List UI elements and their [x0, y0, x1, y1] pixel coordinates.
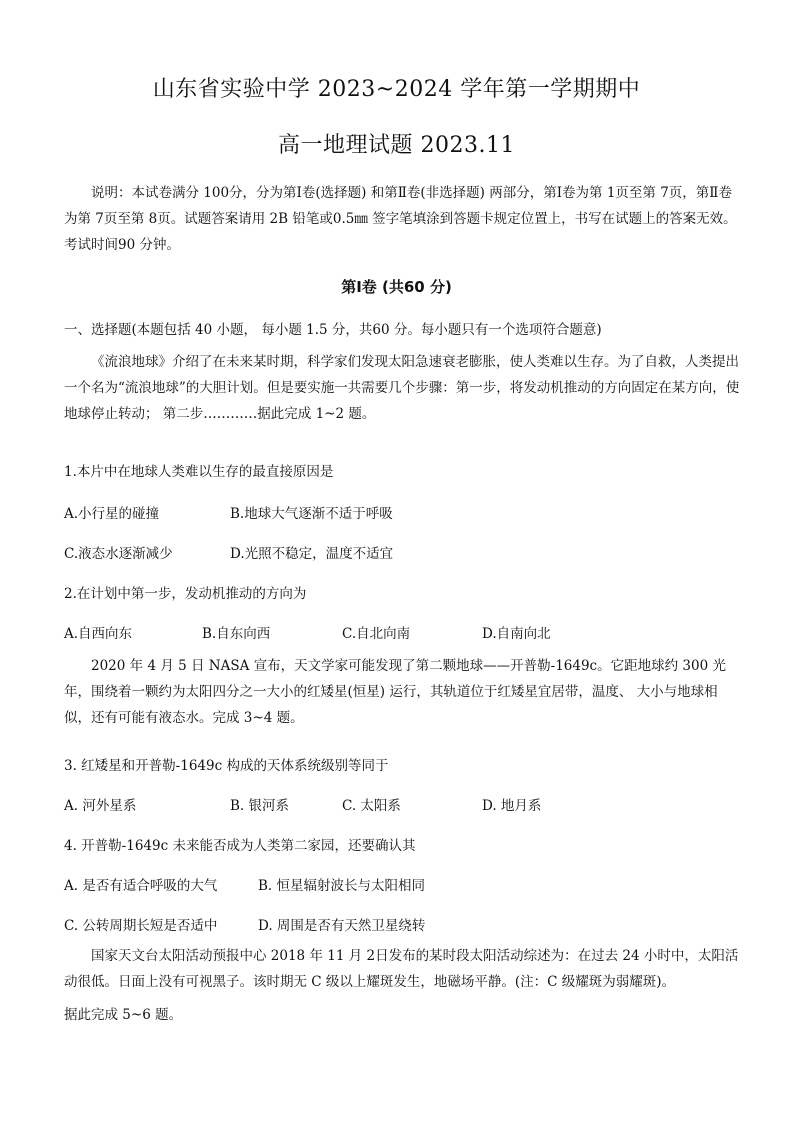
section1-title: 第Ⅰ卷 (共60 分)	[341, 278, 452, 296]
exam-title-line2: 高一地理试题 2023.11	[278, 133, 515, 158]
exam-title-line1: 山东省实验中学 2023~2024 学年第一学期期中	[152, 77, 641, 102]
question-3-option-a[interactable]: A. 河外星系	[64, 798, 137, 814]
question-1-option-a[interactable]: A.小行星的碰撞	[64, 506, 160, 522]
question-2-option-b[interactable]: B.自东向西	[202, 626, 271, 642]
passage-solar-activity: 国家天文台太阳活动预报中心 2018 年 11 月 2日发布的某时段太阳活动综述为：在过去 24 小时中，太阳活动很低。日面上没有可视黑子。该时期无 C 级以上耀斑发生，地磁场平静。(注：C 级耀斑为弱耀斑)。	[64, 948, 739, 990]
passage-wandering-earth: 《流浪地球》介绍了在未来某时期，科学家们发现太阳急速衰老膨胀，使人类难以生存。为了自救，人类提出一个名为“流浪地球”的大胆计划。但是要实施一共需要几个步骤：第一步，将发动机推动的方向固定在某方向，使地球停止转动； 第二步…………据此完成 1~2 题。	[64, 354, 740, 422]
question-4-option-a[interactable]: A. 是否有适合呼吸的大气	[64, 878, 218, 894]
question-4-option-b[interactable]: B. 恒星辐射波长与太阳相同	[258, 878, 426, 894]
question-1-stem: 1.本片中在地球人类难以生存的最直接原因是	[64, 464, 334, 480]
passage-solar-activity-end: 据此完成 5~6 题。	[64, 1007, 183, 1023]
question-1-option-d[interactable]: D.光照不稳定，温度不适宜	[230, 546, 394, 562]
question-3-stem: 3. 红矮星和开普勒-1649c 构成的天体系统级别等同于	[64, 758, 389, 774]
question-2-option-a[interactable]: A.自西向东	[64, 626, 133, 642]
instructions: 说明：本试卷满分 100分，分为第Ⅰ卷(选择题) 和第Ⅱ卷(非选择题) 两部分，第Ⅰ卷为第 1页至第 7页，第Ⅱ卷为第 7页至第 8页。试题答案请用 2B 铅笔或0.5㎜ 签字笔填涂到答题卡规定位置上，书写在试题上的答案无效。考试时间90 分钟。	[64, 185, 737, 253]
question-2-stem: 2.在计划中第一步，发动机推动的方向为	[64, 586, 307, 602]
question-1-option-b[interactable]: B.地球大气逐渐不适于呼吸	[230, 506, 393, 522]
question-3-option-d[interactable]: D. 地月系	[482, 798, 542, 814]
question-3-option-c[interactable]: C. 太阳系	[342, 798, 401, 814]
part1-heading: 一、选择题(本题包括 40 小题， 每小题 1.5 分，共60 分。每小题只有一个选项符合题意)	[64, 322, 602, 338]
question-1-option-c[interactable]: C.液态水逐渐减少	[64, 546, 173, 562]
question-2-option-c[interactable]: C.自北向南	[342, 626, 411, 642]
question-2-option-d[interactable]: D.自南向北	[482, 626, 551, 642]
passage-kepler-1649c: 2020 年 4 月 5 日 NASA 宣布，天文学家可能发现了第二颗地球——开普勒-1649c。它距地球约 300 光年，围绕着一颗约为太阳四分之一大小的红矮星(恒星) 运行，其轨道位于红矮星宜居带，温度、 大小与地球相似，还有可能有液态水。完成 3~4 题。	[64, 658, 726, 726]
question-4-option-d[interactable]: D. 周围是否有天然卫星绕转	[258, 918, 426, 934]
question-4-stem: 4. 开普勒-1649c 未来能否成为人类第二家园，还要确认其	[64, 838, 416, 854]
question-3-option-b[interactable]: B. 银河系	[230, 798, 290, 814]
question-4-option-c[interactable]: C. 公转周期长短是否适中	[64, 918, 218, 934]
